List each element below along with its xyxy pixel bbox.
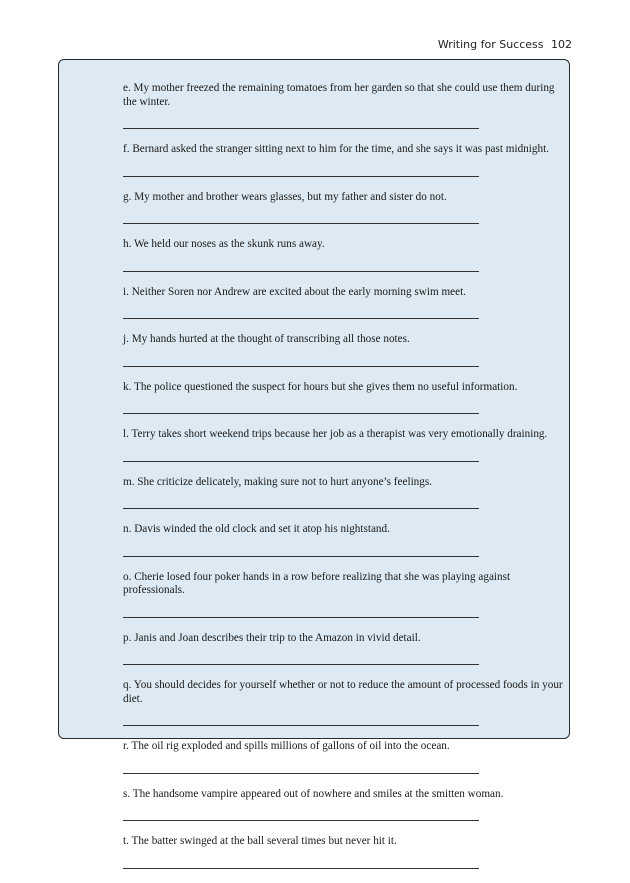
exercise-sentence: g. My mother and brother wears glasses, but my father and sister do not. — [123, 190, 447, 203]
exercise-sentence: o. Cherie losed four poker hands in a row before realizing that she was playing against professionals. — [123, 570, 511, 596]
exercise-item — [123, 333, 563, 367]
answer-line[interactable] — [123, 773, 479, 774]
exercise-sentence: s. The handsome vampire appeared out of nowhere and smiles at the smitten woman. — [123, 787, 504, 800]
exercise-item — [123, 740, 563, 774]
exercise-sentence: j. My hands hurted at the thought of transcribing all those notes. — [123, 333, 410, 345]
exercise-item — [123, 632, 563, 666]
exercise-sentence: l. Terry takes short weekend trips because her job as a therapist was very emotionally draining. — [123, 428, 548, 440]
exercise-sentence: t. The batter swinged at the ball several times but never hit it. — [123, 835, 397, 847]
exercise-sentence: i. Neither Soren nor Andrew are excited about the early morning swim meet. — [123, 285, 466, 298]
page-number: 102 — [551, 38, 572, 51]
exercise-sentence: n. Davis winded the old clock and set it atop his nightstand. — [123, 523, 390, 535]
page-header — [438, 38, 572, 51]
answer-line[interactable] — [123, 176, 479, 177]
answer-line[interactable] — [123, 318, 479, 319]
exercise-sentence: f. Bernard asked the stranger sitting next to him for the time, and she says it was past midnight. — [123, 143, 549, 155]
exercise-sentence: k. The police questioned the suspect for hours but she gives them no useful information. — [123, 380, 518, 393]
exercise-item — [123, 523, 563, 557]
answer-line[interactable] — [123, 820, 479, 821]
exercise-item — [123, 238, 563, 272]
answer-line[interactable] — [123, 508, 479, 509]
exercise-item — [123, 82, 563, 129]
answer-line[interactable] — [123, 617, 479, 618]
answer-line[interactable] — [123, 868, 479, 869]
exercise-item — [123, 835, 563, 869]
answer-line[interactable] — [123, 461, 479, 462]
answer-line[interactable] — [123, 223, 479, 224]
answer-line[interactable] — [123, 725, 479, 726]
exercise-item — [123, 191, 563, 225]
exercise-item — [123, 476, 563, 510]
answer-line[interactable] — [123, 556, 479, 557]
answer-line[interactable] — [123, 271, 479, 272]
exercise-sentence: h. We held our noses as the skunk runs away. — [123, 238, 325, 250]
exercise-sentence: m. She criticize delicately, making sure not to hurt anyone’s feelings. — [123, 475, 433, 488]
exercise-list — [123, 82, 563, 883]
exercise-item — [123, 286, 563, 320]
exercise-sentence: p. Janis and Joan describes their trip to the Amazon in vivid detail. — [123, 631, 421, 644]
exercise-item — [123, 788, 563, 822]
exercise-item — [123, 381, 563, 415]
exercise-box — [58, 59, 570, 847]
exercise-sentence: r. The oil rig exploded and spills millions of gallons of oil into the ocean. — [123, 740, 450, 752]
exercise-sentence: q. You should decides for yourself whether or not to reduce the amount of processed foods in your diet. — [123, 679, 563, 705]
exercise-item — [123, 571, 563, 618]
answer-line[interactable] — [123, 664, 479, 665]
exercise-item — [123, 679, 563, 726]
header-title: Writing for Success — [437, 38, 544, 51]
answer-line[interactable] — [123, 128, 479, 129]
answer-line[interactable] — [123, 366, 479, 367]
exercise-sentence: e. My mother freezed the remaining tomatoes from her garden so that she could use them during the winter. — [123, 82, 555, 108]
exercise-item — [123, 143, 563, 177]
answer-line[interactable] — [123, 413, 479, 414]
exercise-item — [123, 428, 563, 462]
